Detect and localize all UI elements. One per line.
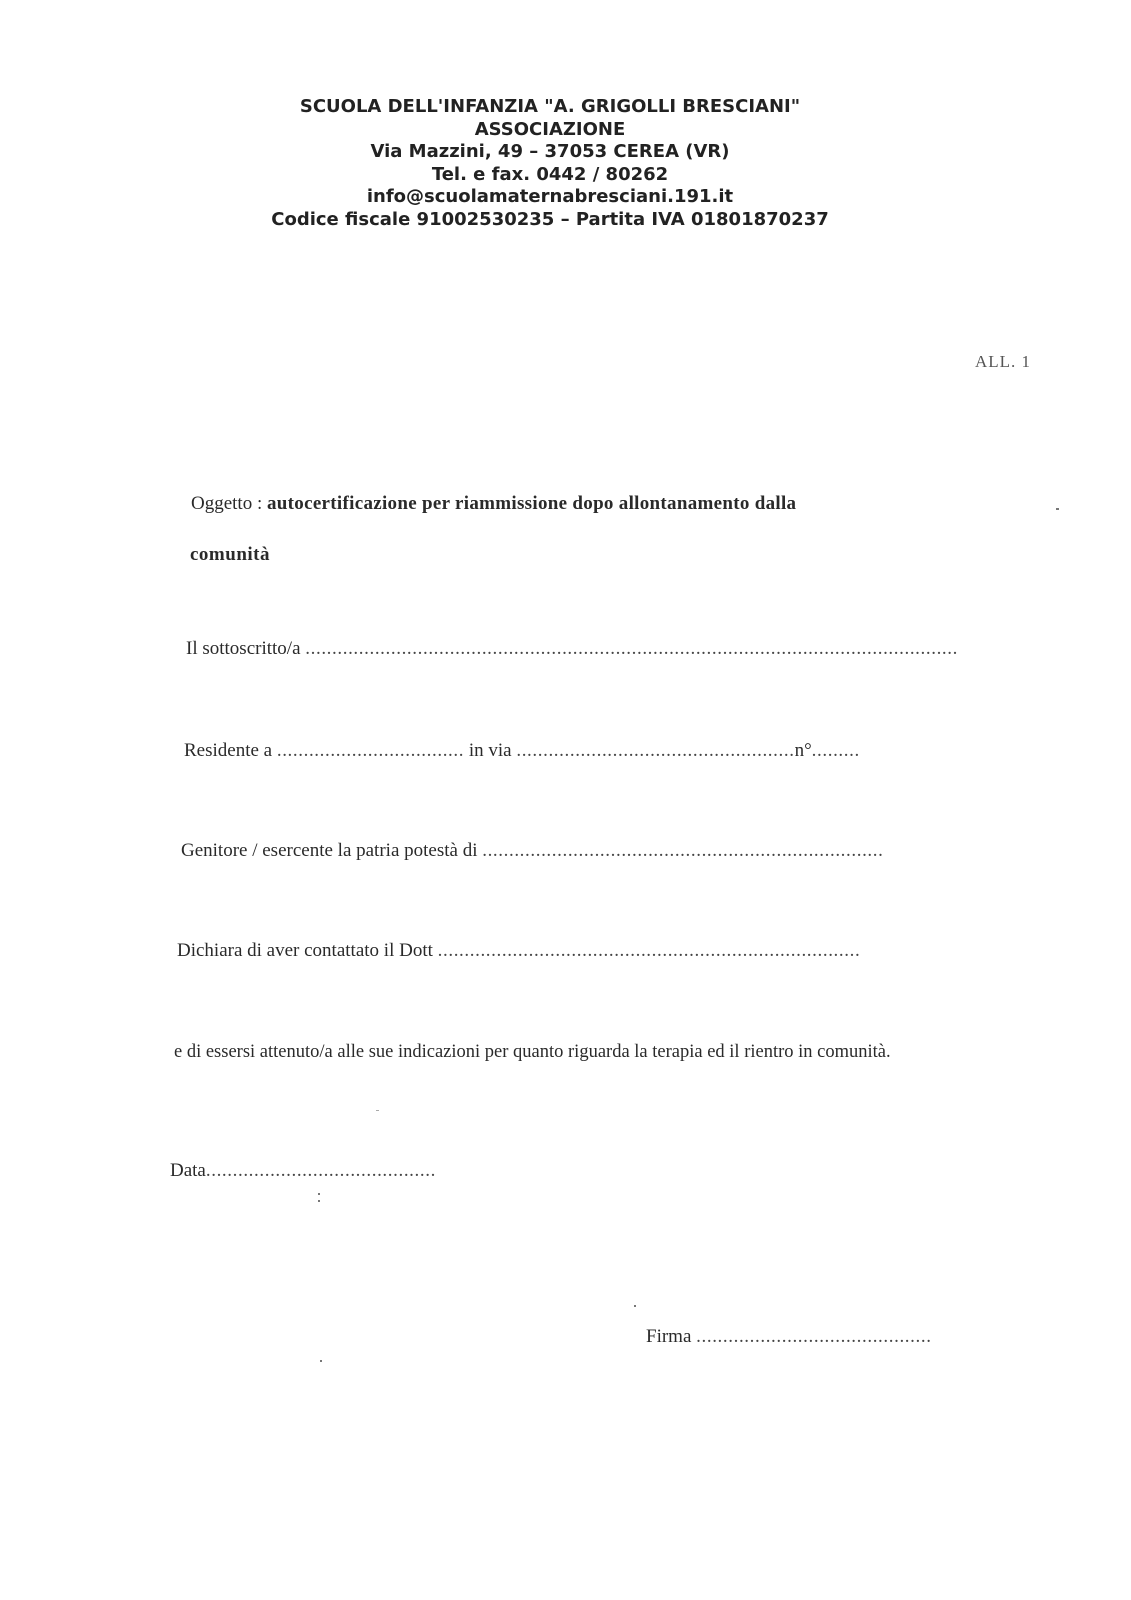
signature-field[interactable]: ............................................ [696, 1326, 932, 1347]
parent-row [181, 840, 883, 862]
parent-label: Genitore / esercente la patria potestà di [181, 840, 478, 861]
school-name: SCUOLA DELL'INFANZIA "A. GRIGOLLI BRESCIANI" [299, 96, 801, 117]
subject-label: Oggetto : [191, 493, 263, 514]
scan-speck [1056, 508, 1059, 510]
residence-city-field[interactable]: ................................... [276, 740, 465, 761]
scan-speck [318, 1193, 320, 1195]
date-label: Data [170, 1160, 206, 1181]
child-name-field[interactable]: ........................................................................... [482, 840, 884, 861]
house-number-label: n° [794, 740, 812, 761]
street-field[interactable]: .................................................... [516, 740, 795, 761]
doctor-name-field[interactable]: ............................................................................... [437, 940, 861, 961]
doctor-label: Dichiara di aver contattato il Dott [177, 940, 433, 961]
subject-text-line1: autocertificazione per riammissione dopo allontanamento dalla [267, 493, 797, 514]
school-phone: Tel. e fax. 0442 / 80262 [431, 163, 669, 185]
street-label: in via [468, 740, 512, 761]
attachment-label: ALL. 1 [975, 352, 1032, 371]
school-letterhead [250, 96, 850, 231]
date-field[interactable]: ........................................... [205, 1160, 436, 1181]
scan-speck [376, 1110, 379, 1111]
subject-line [191, 493, 796, 515]
scan-speck [634, 1305, 636, 1307]
house-number-field[interactable]: ......... [811, 740, 860, 761]
signature-label: Firma [646, 1326, 692, 1347]
date-row [170, 1160, 436, 1182]
subject-text-line2: comunità [190, 544, 270, 565]
undersigned-row [186, 638, 958, 660]
school-email: info@scuolamaternabresciani.191.it [366, 186, 734, 207]
association-label: ASSOCIAZIONE [474, 118, 626, 140]
signature-row [646, 1326, 932, 1348]
school-tax-codes: Codice fiscale 91002530235 – Partita IVA 01801870237 [271, 208, 829, 230]
scan-speck [318, 1200, 320, 1202]
residence-label: Residente a [184, 740, 273, 761]
undersigned-label: Il sottoscritto/a [186, 638, 301, 659]
scan-speck [320, 1360, 322, 1362]
declaration-text: e di essersi attenuto/a alle sue indicazioni per quanto riguarda la terapia ed il rientro in comunità. [174, 1042, 891, 1062]
school-address: Via Mazzini, 49 – 37053 CEREA (VR) [370, 141, 730, 162]
residence-row [184, 740, 860, 762]
doctor-row [177, 940, 860, 962]
undersigned-field[interactable]: .......................................................................................................................... [305, 638, 958, 659]
